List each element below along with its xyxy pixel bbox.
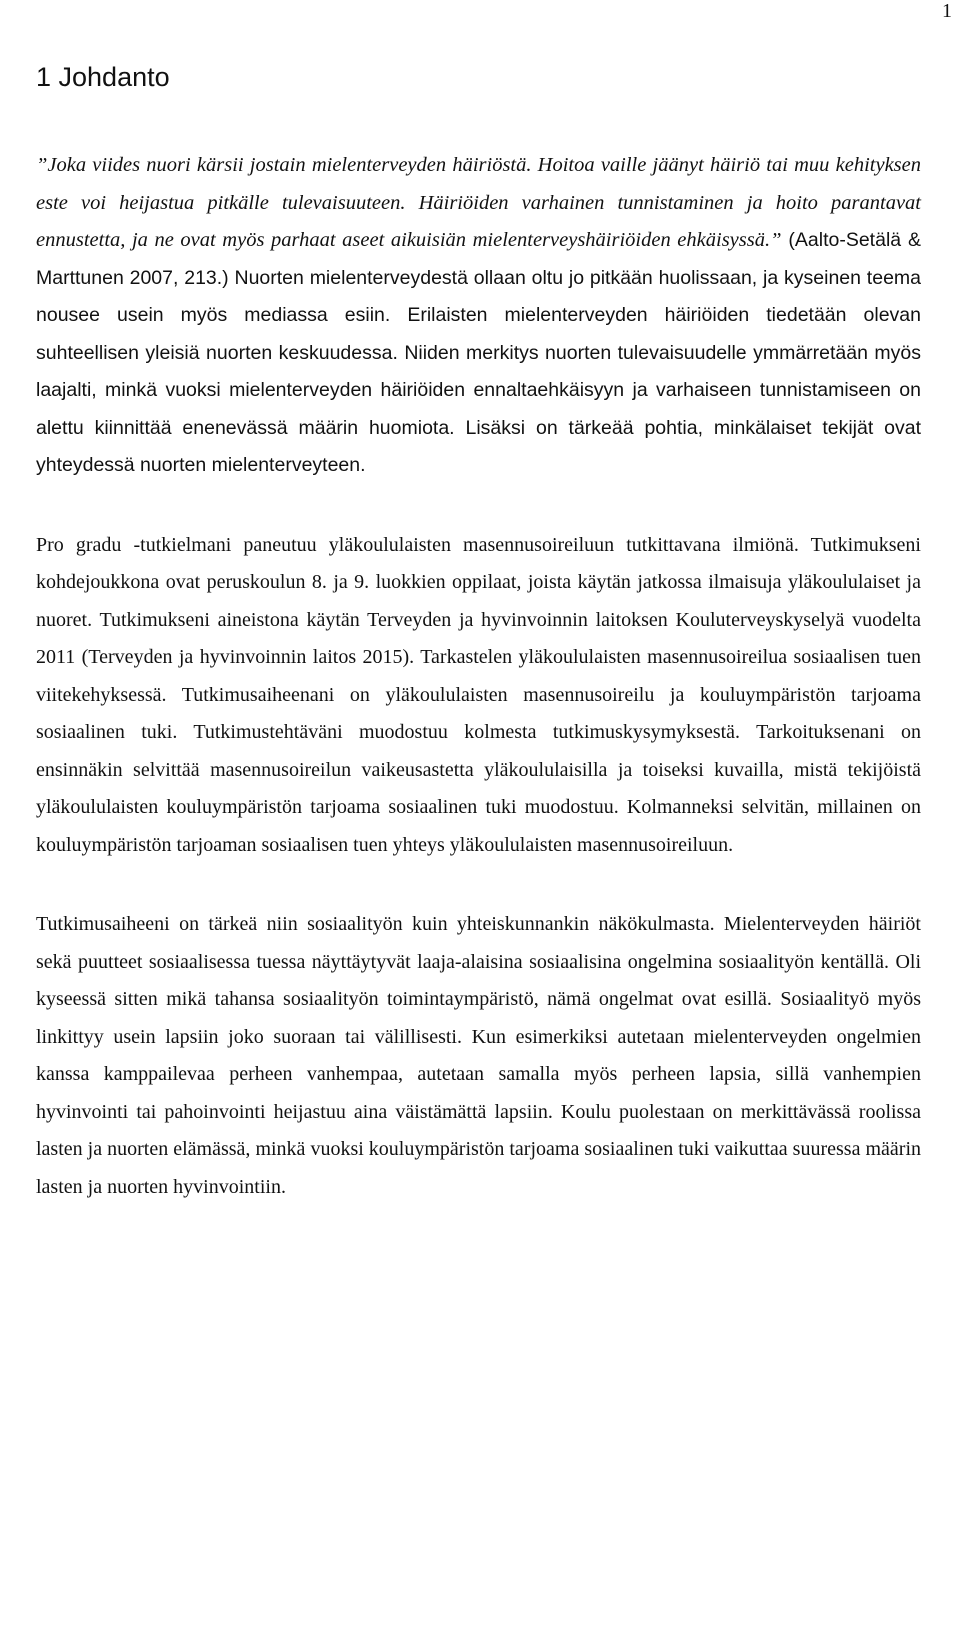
chapter-heading: 1 Johdanto bbox=[36, 62, 170, 92]
paragraph-research: Pro gradu -tutkielmani paneutuu yläkoululaisten masennusoireiluun tutkittavana ilmiönä. Tutkimukseni kohdejoukkona ovat peruskoulun 8. ja 9. luokkien oppilaat, joista käytän jatkossa ilmaisuja yläkoululaiset ja nuoret. Tutkimukseni aineistona käytän Terveyden ja hyvinvoinnin laitoksen Kouluterveyskyselyä vuodelta 2011 (Terveyden ja hyvinvoinnin laitos 2015). Tarkastelen yläkoululaisten masennusoireilua sosiaalisen tuen viitekehyksessä. Tutkimusaiheenani on yläkoululaisten masennusoireilu ja kouluympäristön tarjoama sosiaalinen tuki. Tutkimustehtäväni muodostuu kolmesta tutkimuskysymyksestä. Tarkoituksenani on ensinnäkin selvittää masennusoireilun vaikeusastetta yläkoululaisilla ja toiseksi kuvailla, mistä tekijöistä yläkoululaisten kouluympäristön tarjoama sosiaalinen tuki muodostuu. Kolmanneksi selvitän, millainen on kouluympäristön tarjoaman sosiaalisen tuen yhteys yläkoululaisten masennusoireiluun. bbox=[36, 533, 921, 856]
body-text bbox=[36, 147, 921, 1206]
quote: ”Joka viides nuori kärsii jostain mielenterveyden häiriöstä. Hoitoa vaille jäänyt häiriö tai muu kehityksen este voi heijastua pitkälle tulevaisuuteen. Häiriöiden varhainen tunnistaminen ja hoito parantavat ennustetta, ja ne ovat myös parhaat aseet aikuisiän mielenterveyshäiriöiden ehkäisyssä.” bbox=[36, 154, 921, 251]
paragraph-intro bbox=[36, 147, 921, 485]
citation: (Aalto-Setälä & Marttunen 2007, 213.) bbox=[36, 229, 921, 289]
paragraph-intro-text: Nuorten mielenterveydestä ollaan oltu jo pitkään huolissaan, ja kyseinen teema nousee usein myös mediassa esiin. Erilaisten mielenterveyden häiriöiden tiedetään olevan suhteellisen yleisiä nuorten keskuudessa. Niiden merkitys nuorten tulevaisuudelle ymmärretään myös laajalti, minkä vuoksi mielenterveyden häiriöiden ennaltaehkäisyyn ja varhaiseen tunnistamiseen on alettu kiinnittää enenevässä määrin huomiota. Lisäksi on tärkeää pohtia, minkälaiset tekijät ovat yhteydessä nuorten mielenterveyteen. bbox=[36, 266, 921, 476]
paragraph-significance: Tutkimusaiheeni on tärkeä niin sosiaalityön kuin yhteiskunnankin näkökulmasta. Mielenterveyden häiriöt sekä puutteet sosiaalisessa tuessa näyttäytyvät laaja-alaisina sosiaalisina ongelmina sosiaalityön kentällä. Oli kyseessä sitten mikä tahansa sosiaalityön toimintaympäristö, nämä ongelmat ovat esillä. Sosiaalityö myös linkittyy usein lapsiin joko suoraan tai välillisesti. Kun esimerkiksi autetaan mielenterveyden ongelmien kanssa kamppailevaa perheen vanhempaa, autetaan samalla myös perheen lapsia, sillä vanhempien hyvinvointi tai pahoinvointi heijastuu aina väistämättä lapsiin. Koulu puolestaan on merkittävässä roolissa lasten ja nuorten elämässä, minkä vuoksi kouluympäristön tarjoama sosiaalinen tuki vaikuttaa suuressa määrin lasten ja nuorten hyvinvointiin. bbox=[36, 913, 921, 1198]
page-number: 1 bbox=[942, 0, 952, 22]
